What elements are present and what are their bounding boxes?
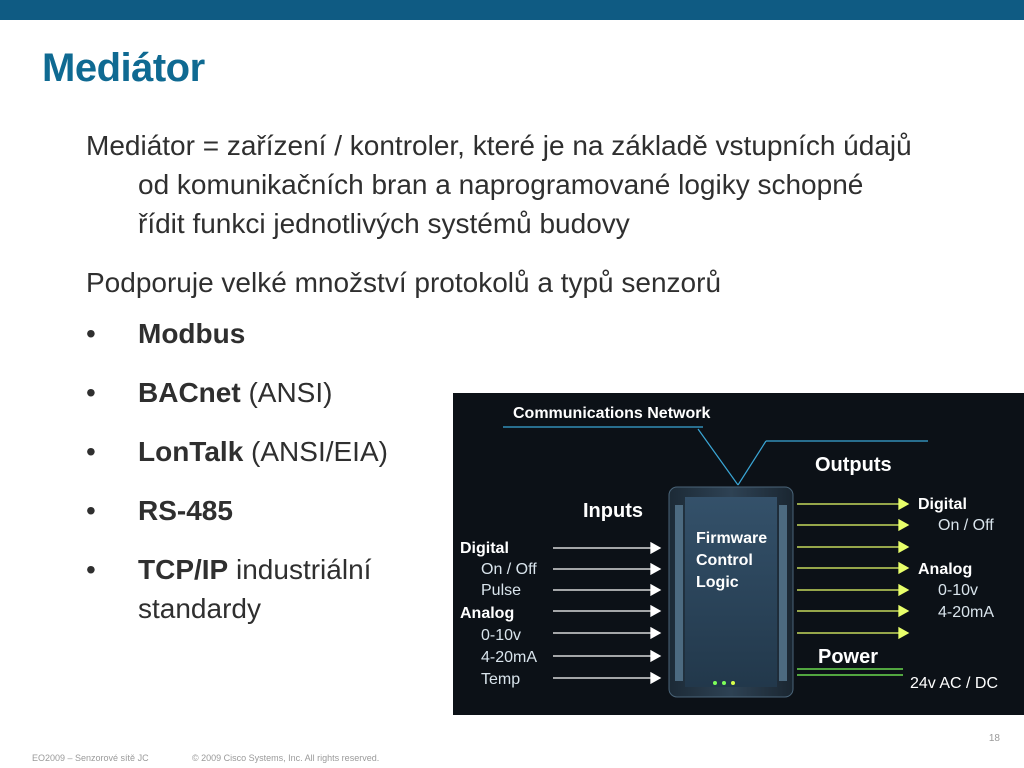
- output-item: 0-10v: [938, 582, 979, 599]
- paragraph-protocols: Podporuje velké množství protokolů a typů senzorů: [86, 267, 722, 298]
- footer-course: EO2009 – Senzorové sítě JC: [32, 753, 149, 763]
- input-labels: [460, 540, 537, 688]
- firmware-line: Firmware: [696, 530, 768, 547]
- list-item: [86, 550, 438, 628]
- input-item: On / Off: [481, 561, 537, 578]
- output-digital-heading: Digital: [918, 496, 967, 513]
- protocol-name: RS-485: [138, 495, 233, 526]
- input-digital-heading: Digital: [460, 540, 509, 557]
- power-lines: [797, 669, 903, 675]
- protocol-detail: (ANSI/EIA): [243, 436, 388, 467]
- top-bar: [0, 0, 1024, 20]
- input-item: Pulse: [481, 582, 522, 599]
- power-value: 24v AC / DC: [910, 675, 999, 692]
- firmware-line: Control: [696, 552, 753, 569]
- bullet-dot: •: [86, 377, 96, 408]
- output-item: 4-20mA: [938, 604, 995, 621]
- controller-device: [669, 487, 793, 697]
- mediator-diagram: [453, 393, 1024, 715]
- inputs-label: Inputs: [583, 500, 643, 522]
- power-label: Power: [818, 646, 879, 668]
- paragraph-definition: Mediátor = zařízení / kontroler, které je na základě vstupních údajů od komunikačních bran a naprogramované logiky schopné řídit funkci jednotlivých systémů budovy: [86, 130, 912, 239]
- list-item: [86, 314, 916, 353]
- input-arrows: [553, 543, 660, 683]
- protocol-name: BACnet: [138, 377, 241, 408]
- network-label: Communications Network: [513, 405, 711, 422]
- output-labels: [918, 496, 994, 621]
- input-item: 0-10v: [481, 627, 522, 644]
- output-item: On / Off: [938, 517, 994, 534]
- page-number: 18: [988, 733, 1000, 744]
- input-item: Temp: [481, 671, 521, 688]
- bullet-dot: •: [86, 554, 96, 585]
- input-analog-heading: Analog: [460, 605, 515, 622]
- firmware-line: Logic: [696, 574, 739, 591]
- slide-title: Mediátor: [42, 46, 205, 90]
- bullet-dot: •: [86, 318, 96, 349]
- bullet-dot: •: [86, 436, 96, 467]
- output-arrows: [797, 499, 908, 638]
- outputs-label: Outputs: [815, 454, 892, 476]
- protocol-detail: (ANSI): [240, 377, 333, 408]
- protocol-name: TCP/IP: [138, 554, 229, 585]
- footer-copyright: © 2009 Cisco Systems, Inc. All rights reserved.: [192, 753, 380, 763]
- protocol-name: Modbus: [138, 318, 246, 349]
- protocol-detail: industriální standardy: [138, 554, 372, 624]
- input-item: 4-20mA: [481, 649, 538, 666]
- protocol-name: LonTalk: [138, 436, 244, 467]
- bullet-dot: •: [86, 495, 96, 526]
- output-analog-heading: Analog: [918, 561, 973, 578]
- diagram-canvas: [453, 393, 1024, 715]
